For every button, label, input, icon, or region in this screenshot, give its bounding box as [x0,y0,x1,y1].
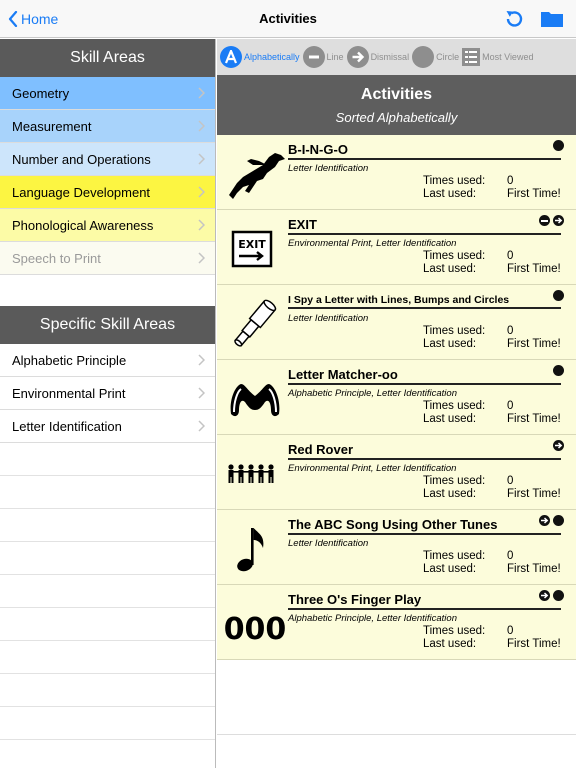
times-used-label: Times used: [423,175,486,187]
sidebar-spacer [0,275,215,306]
last-used-label: Last used: [423,263,477,275]
skill-area-row[interactable] [0,176,215,209]
activity-title: EXIT [288,217,561,235]
times-used-label: Times used: [423,325,486,337]
activity-skills: Environmental Print, Letter Identification [288,463,457,474]
specific-skill-row[interactable] [0,344,215,377]
skill-area-label: Speech to Print [12,250,101,266]
last-used-value: First Time! [507,338,561,350]
empty-row [0,608,215,641]
last-used-value: First Time! [507,188,561,200]
empty-row [0,707,215,740]
activity-tags [553,440,564,451]
times-used-value: 0 [507,175,514,187]
a-circle-icon [220,46,242,68]
last-used-value: First Time! [507,638,561,650]
sort-most-viewed[interactable] [462,48,533,66]
specific-skill-label: Letter Identification [12,418,122,434]
activity-skills: Alphabetic Principle, Letter Identification [288,613,457,624]
activity-skills: Letter Identification [288,538,369,549]
chevron-right-icon [198,420,205,432]
last-used-label: Last used: [423,413,477,425]
activity-skills: Alphabetic Principle, Letter Identification [288,388,457,399]
activity-title: Letter Matcher-oo [288,367,561,385]
skill-area-row[interactable] [0,143,215,176]
nav-bar [0,0,576,38]
empty-row [217,660,576,735]
circle-tag-icon [553,590,564,601]
last-used-value: First Time! [507,413,561,425]
times-used-value: 0 [507,550,514,562]
sort-circle[interactable] [412,46,459,68]
skill-area-row[interactable] [0,209,215,242]
skill-area-row[interactable] [0,110,215,143]
exit-sign-text: EXIT [238,238,266,251]
times-used-value: 0 [507,625,514,637]
chevron-right-icon [198,219,205,231]
left-sidebar [0,39,216,768]
sort-most-viewed-label: Most Viewed [482,52,534,62]
three-os-text: 000 [223,612,287,647]
activities-header [217,75,576,135]
activity-title: Red Rover [288,442,561,460]
activity-title: Three O's Finger Play [288,592,561,610]
chevron-right-icon [198,387,205,399]
three-os-icon [223,593,287,653]
activity-tags [553,140,564,151]
empty-rows [0,443,215,768]
activity-row[interactable] [217,210,576,285]
last-used-value: First Time! [507,488,561,500]
arrow-circle-icon [347,46,369,68]
activity-row[interactable] [217,135,576,210]
exit-sign-icon [223,218,287,278]
times-used-value: 0 [507,325,514,337]
empty-row [0,476,215,509]
empty-row [0,575,215,608]
empty-row [0,443,215,476]
circle-tag-icon [553,365,564,376]
skill-area-label: Measurement [12,118,92,134]
specific-skill-row[interactable] [0,377,215,410]
chevron-right-icon [198,153,205,165]
list-icon [462,48,480,66]
sort-line[interactable] [303,46,344,68]
skill-area-label: Language Development [12,184,151,200]
activity-tags [553,365,564,376]
activity-tags [553,290,564,301]
activity-row[interactable] [217,435,576,510]
chevron-right-icon [198,252,205,264]
last-used-label: Last used: [423,638,477,650]
activity-tags [539,590,564,601]
activity-tags [539,515,564,526]
circle-tag-icon [553,515,564,526]
times-used-label: Times used: [423,250,486,262]
times-used-label: Times used: [423,625,486,637]
sort-alphabetically[interactable] [220,46,300,68]
dismissal-tag-icon [553,440,564,451]
dismissal-tag-icon [553,215,564,226]
activity-row[interactable] [217,510,576,585]
line-tag-icon [539,215,550,226]
activity-title: The ABC Song Using Other Tunes [288,517,561,535]
activity-title: B-I-N-G-O [288,142,561,160]
activities-subtitle: Sorted Alphabetically [335,110,458,125]
activity-row[interactable] [217,360,576,435]
last-used-label: Last used: [423,563,477,575]
empty-row [0,740,215,768]
people-row-icon [223,443,287,503]
letter-m-icon [223,368,287,428]
activity-title: I Spy a Letter with Lines, Bumps and Circles [288,292,561,309]
home-back-label: Home [21,11,59,27]
empty-row [0,674,215,707]
activity-tags [539,215,564,226]
times-used-label: Times used: [423,550,486,562]
times-used-value: 0 [507,475,514,487]
music-note-icon [223,518,287,578]
activity-skills: Letter Identification [288,163,369,174]
chevron-right-icon [198,87,205,99]
activity-skills: Letter Identification [288,313,369,324]
skill-area-label: Geometry [12,85,70,101]
activity-list [217,135,576,660]
folder-icon[interactable] [540,9,564,29]
skill-area-row[interactable] [0,242,215,275]
minus-circle-icon [303,46,325,68]
sort-dismissal-label: Dismissal [370,52,410,62]
activity-row[interactable] [217,585,576,660]
specific-skill-areas-list [0,344,215,443]
skill-area-label: Number and Operations [12,151,151,167]
last-used-label: Last used: [423,338,477,350]
circle-tag-icon [553,140,564,151]
dismissal-tag-icon [539,515,550,526]
chevron-right-icon [198,354,205,366]
times-used-label: Times used: [423,400,486,412]
last-used-value: First Time! [507,263,561,275]
skill-areas-header: Skill Areas [0,39,215,77]
specific-skill-label: Alphabetic Principle [12,352,127,368]
circle-tag-icon [553,290,564,301]
skill-area-row[interactable] [0,77,215,110]
spyglass-icon [223,293,287,353]
sort-bar [217,39,576,75]
sort-alphabetically-label: Alphabetically [244,52,300,62]
specific-skill-row[interactable] [0,410,215,443]
activities-title: Activities [360,86,433,103]
skill-area-label: Phonological Awareness [12,217,154,233]
sort-dismissal[interactable] [347,46,410,68]
skill-areas-list [0,77,215,275]
specific-skill-areas-header: Specific Skill Areas [0,306,215,344]
activities-pane [217,39,576,768]
activity-skills: Environmental Print, Letter Identification [288,238,457,249]
activity-row[interactable] [217,285,576,360]
empty-row [0,509,215,542]
last-used-label: Last used: [423,188,477,200]
specific-skill-label: Environmental Print [12,385,126,401]
chevron-right-icon [198,186,205,198]
times-used-value: 0 [507,400,514,412]
empty-row [0,641,215,674]
empty-row [0,542,215,575]
times-used-value: 0 [507,250,514,262]
chevron-right-icon [198,120,205,132]
dismissal-tag-icon [539,590,550,601]
page-title: Activities [259,11,317,26]
leaping-dog-icon [223,143,287,203]
sort-line-label: Line [326,52,344,62]
circle-icon [412,46,434,68]
sort-circle-label: Circle [436,52,460,62]
refresh-icon[interactable] [503,8,525,30]
last-used-value: First Time! [507,563,561,575]
times-used-label: Times used: [423,475,486,487]
last-used-label: Last used: [423,488,477,500]
